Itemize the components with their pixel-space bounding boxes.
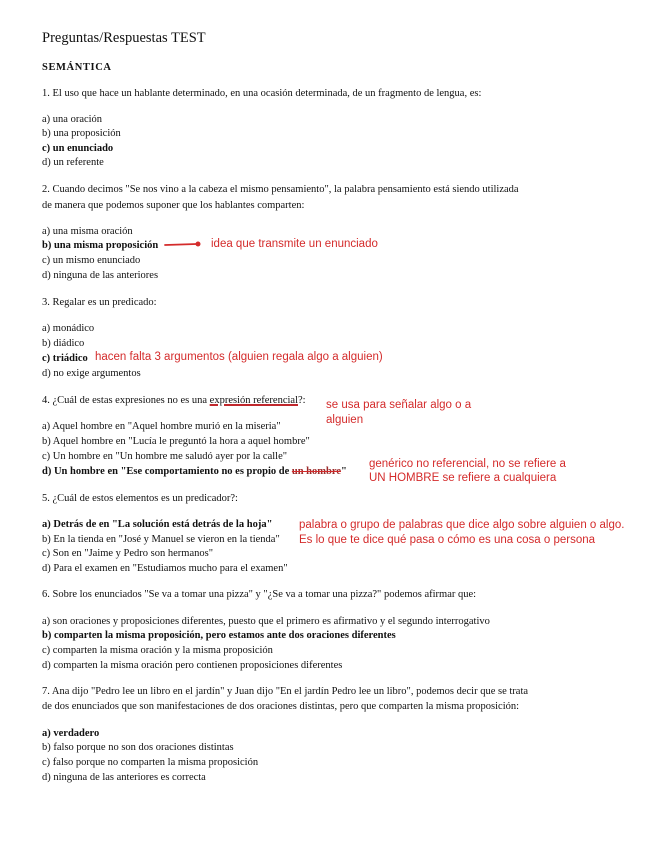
q5-option-b: b) En la tienda en "José y Manuel se vieron en la tienda" [42,534,280,545]
question-7-text-line2: de dos enunciados que son manifestaciones de dos oraciones distintas, pero que comparten la misma proposición: [42,701,520,712]
q2-annotation-arrow [164,240,204,250]
question-2-text-line2: de manera que podemos suponer que los hablantes comparten: [42,200,305,211]
q1-option-a: a) una oración [42,114,103,125]
q3-option-c-answer: c) triádico [42,353,88,364]
q6-option-d: d) comparten la misma oración pero contienen proposiciones diferentes [42,660,343,671]
question-4-text [42,395,306,407]
q1-option-c-answer: c) un enunciado [42,143,114,154]
q2-option-c: c) un mismo enunciado [42,255,141,266]
q2-annotation-note: idea que transmite un enunciado [211,238,378,250]
q5-annotation-note-line1: palabra o grupo de palabras que dice algo sobre alguien o algo. [299,519,625,531]
q4-d-post: " [341,466,347,477]
q4-d-struck-term: un hombre [291,466,341,477]
q2-option-a: a) una misma oración [42,226,133,237]
q4-text-pre: 4. ¿Cuál de estas expresiones no es una [42,395,210,406]
q3-annotation-note: hacen falta 3 argumentos (alguien regala algo a alguien) [95,351,383,363]
q2-option-b-answer: b) una misma proposición [42,240,159,251]
q7-option-a-answer: a) verdadero [42,728,100,739]
q3-option-d: d) no exige argumentos [42,368,141,379]
q4-option-b: b) Aquel hombre en "Lucía le preguntó la hora a aquel hombre" [42,436,310,447]
q7-option-d: d) ninguna de las anteriores es correcta [42,772,206,783]
q6-option-a: a) son oraciones y proposiciones diferentes, puesto que el primero es afirmativo y el segundo interrogativo [42,616,490,627]
q4-annotation-note-1-line2: alguien [326,414,364,426]
q3-option-a: a) monádico [42,323,95,334]
q5-annotation-note-line2: Es lo que te dice qué pasa o cómo es una cosa o persona [299,534,596,546]
question-1-text: 1. El uso que hace un hablante determinado, en una ocasión determinada, de un fragmento de lengua, es: [42,88,482,99]
q6-option-b-answer: b) comparten la misma proposición, pero estamos ante dos oraciones diferentes [42,630,396,641]
q5-option-d: d) Para el examen en "Estudiamos mucho para el examen" [42,563,288,574]
q7-option-c: c) falso porque no comparten la misma proposición [42,757,259,768]
q4-annotation-note-2-line2: UN HOMBRE se refiere a cualquiera [369,472,557,484]
q2-option-d: d) ninguna de las anteriores [42,270,159,281]
q4-option-a: a) Aquel hombre en "Aquel hombre murió en la miseria" [42,421,281,432]
q3-option-b: b) diádico [42,338,85,349]
q5-option-a-answer: a) Detrás de en "La solución está detrás de la hoja" [42,519,273,530]
q5-option-c: c) Son en "Jaime y Pedro son hermanos" [42,548,213,559]
q4-d-pre: d) Un hombre en "Ese comportamiento no es propio de [42,466,292,477]
question-2-text-line1: 2. Cuando decimos "Se nos vino a la cabeza el mismo pensamiento", la palabra pensamiento está siendo utilizada [42,184,519,195]
q4-text-post: ?: [298,395,306,406]
question-7-text-line1: 7. Ana dijo "Pedro lee un libro en el jardín" y Juan dijo "En el jardín Pedro lee un libro", podemos decir que se trata [42,686,529,697]
q4-underlined-term: expresión referencial [209,395,298,406]
q1-option-d: d) un referente [42,157,104,168]
question-3-text: 3. Regalar es un predicado: [42,297,157,308]
q7-option-b: b) falso porque no son dos oraciones distintas [42,742,234,753]
q6-option-c: c) comparten la misma oración y la misma proposición [42,645,273,656]
question-6-text: 6. Sobre los enunciados "Se va a tomar una pizza" y "¿Se va a tomar una pizza?" podemos afirmar que: [42,589,477,600]
page-title: Preguntas/Respuestas TEST [42,30,206,46]
q4-annotation-note-2-line1: genérico no referencial, no se refiere a [369,458,566,470]
q4-option-d-answer [42,466,347,478]
question-5-text: 5. ¿Cuál de estos elementos es un predicador?: [42,493,238,504]
q4-option-c: c) Un hombre en "Un hombre me saludó ayer por la calle" [42,451,288,462]
q1-option-b: b) una proposición [42,128,121,139]
section-heading: SEMÁNTICA [42,62,112,73]
q4-annotation-note-1-line1: se usa para señalar algo o a [326,399,472,411]
